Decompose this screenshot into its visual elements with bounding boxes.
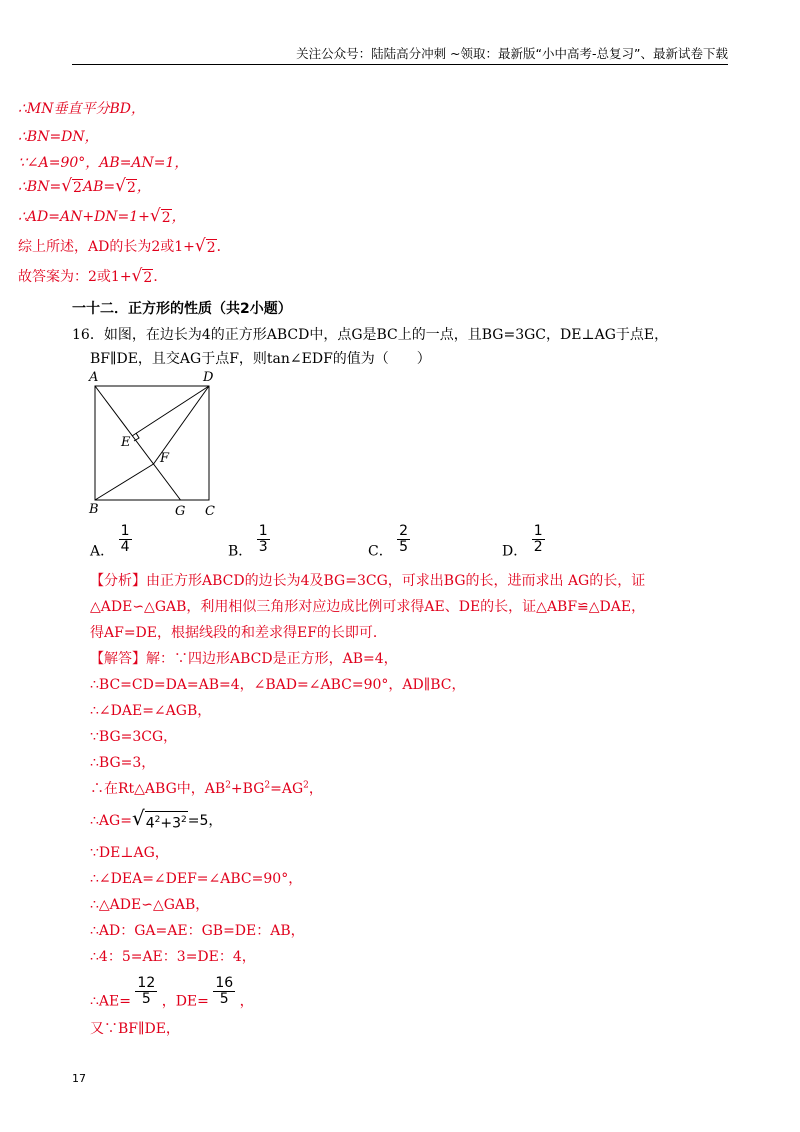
option-c-letter: C． xyxy=(368,543,393,560)
sup-3: 2 xyxy=(303,780,309,791)
prev-line-6-a: 综上所述，AD的长为2或1+ xyxy=(18,239,195,255)
sup-2: 2 xyxy=(264,780,271,791)
option-b-fraction: $\frac{1}{3}$ xyxy=(258,523,268,555)
solution-line-7-a: ∴AG= xyxy=(90,813,132,829)
segment-de xyxy=(132,386,209,436)
solution-line-12: ∴4：5=AE：3=DE：4， xyxy=(90,949,256,965)
page-header xyxy=(72,42,728,65)
label-d: D xyxy=(203,370,214,385)
prev-line-5 xyxy=(18,206,186,226)
prev-line-7 xyxy=(18,266,167,286)
solution-line-10: ∴△ADE∽△GAB， xyxy=(90,897,210,913)
segment-bf xyxy=(95,464,154,500)
square-abcd xyxy=(95,386,209,500)
solution-line-13-c: ， xyxy=(239,993,254,1010)
prev-line-6-b: ． xyxy=(216,239,231,255)
solution-line-7 xyxy=(90,806,223,832)
solution-line-6-a: ∴在Rt△ABG中，AB xyxy=(90,781,226,797)
sup-1: 2 xyxy=(225,780,231,791)
option-c-fraction: $\frac{2}{5}$ xyxy=(399,523,409,555)
square-diagram xyxy=(85,368,235,518)
prev-line-5-a: ∴AD=AN+DN=1+ xyxy=(18,209,150,225)
label-c: C xyxy=(205,504,215,518)
sqrt-2-c: √ 2 xyxy=(149,206,171,226)
solution-line-13 xyxy=(90,976,254,1011)
page-number: 17 xyxy=(72,1072,86,1085)
section-title: 一十二．正方形的性质（共2小题） xyxy=(72,301,292,317)
solution-line-6 xyxy=(90,778,323,798)
solution-line-13-b: ，DE= xyxy=(161,993,209,1010)
sqrt-2-b: √ 2 xyxy=(115,176,136,196)
solution-line-1: 【解答】解：∵四边形ABCD是正方形，AB=4， xyxy=(90,651,398,667)
prev-line-4 xyxy=(18,176,151,196)
prev-line-4-b: AB= xyxy=(82,179,116,195)
solution-line-13-a: ∴AE= xyxy=(90,993,131,1010)
sqrt-ag: √ $4^2+3^2$ xyxy=(131,806,187,832)
label-f: F xyxy=(160,451,170,466)
prev-line-7-b: ． xyxy=(153,269,168,285)
question-line-1: 16．如图，在边长为4的正方形ABCD中，点G是BC上的一点，且BG=3GC，DE⊥AG于点E， xyxy=(72,327,669,343)
header-text: 关注公众号：陆陆高分冲刺 ~领取：最新版“小中高考-总复习”、最新试卷下载 xyxy=(296,46,728,61)
sqrt-2-e: √ 2 xyxy=(131,266,153,286)
prev-line-4-c: ， xyxy=(136,179,151,195)
prev-line-3: ∵∠A=90°，AB=AN=1， xyxy=(18,155,189,171)
solution-line-5: ∴BG=3， xyxy=(90,755,156,771)
label-e: E xyxy=(121,435,131,450)
analysis-line-2: △ADE∽△GAB，利用相似三角形对应边成比例可求得AE、DE的长，证△ABF≌△DAE， xyxy=(90,599,646,615)
solution-line-6-c: +BG xyxy=(230,781,265,797)
prev-line-7-a: 故答案为：2或1+ xyxy=(18,269,132,285)
prev-line-1: ∴MN垂直平分BD， xyxy=(18,101,146,117)
option-a[interactable] xyxy=(90,524,132,561)
prev-line-6 xyxy=(18,236,231,256)
label-b: B xyxy=(89,502,99,517)
fraction-ae: $\frac{12}{5}$ xyxy=(137,975,156,1007)
solution-line-6-e: =AG xyxy=(270,781,304,797)
option-b[interactable] xyxy=(228,524,270,561)
option-c[interactable] xyxy=(368,524,410,561)
geometry-figure xyxy=(85,368,235,522)
analysis-line-3: 得AF=DE，根据线段的和差求得EF的长即可． xyxy=(90,625,387,641)
prev-line-4-a: ∴BN= xyxy=(18,179,62,195)
analysis-line-1: 【分析】由正方形ABCD的边长为4及BG=3CG，可求出BG的长，进而求出 AG的长，证 xyxy=(90,573,646,589)
option-d-fraction: $\frac{1}{2}$ xyxy=(533,523,543,555)
solution-line-14: 又∵BF∥DE， xyxy=(90,1021,180,1037)
label-g: G xyxy=(175,504,186,518)
solution-line-11: ∴AD：GA=AE：GB=DE：AB， xyxy=(90,923,305,939)
solution-line-2: ∴BC=CD=DA=AB=4，∠BAD=∠ABC=90°，AD∥BC， xyxy=(90,677,466,693)
option-d-letter: D． xyxy=(502,543,528,560)
solution-line-6-g: ， xyxy=(308,781,323,797)
label-a: A xyxy=(89,370,99,385)
option-a-fraction: $\frac{1}{4}$ xyxy=(120,523,130,555)
solution-line-4: ∵BG=3CG， xyxy=(90,729,178,745)
question-line-2: BF∥DE，且交AG于点F，则tan∠EDF的值为（ ） xyxy=(90,351,431,367)
solution-line-9: ∴∠DEA=∠DEF=∠ABC=90°， xyxy=(90,871,303,887)
segment-ag xyxy=(95,386,181,500)
solution-line-8: ∵DE⊥AG， xyxy=(90,845,169,861)
sqrt-2-d: √ 2 xyxy=(194,236,216,256)
prev-line-2: ∴BN=DN， xyxy=(18,129,99,145)
fraction-de: $\frac{16}{5}$ xyxy=(215,975,234,1007)
sqrt-2-a: √ 2 xyxy=(61,176,82,196)
option-b-letter: B． xyxy=(228,543,253,560)
option-d[interactable] xyxy=(502,524,545,561)
solution-line-3: ∴∠DAE=∠AGB， xyxy=(90,703,212,719)
option-a-letter: A． xyxy=(90,543,115,560)
solution-line-7-f: =5， xyxy=(187,813,223,829)
prev-line-5-b: ， xyxy=(171,209,186,225)
